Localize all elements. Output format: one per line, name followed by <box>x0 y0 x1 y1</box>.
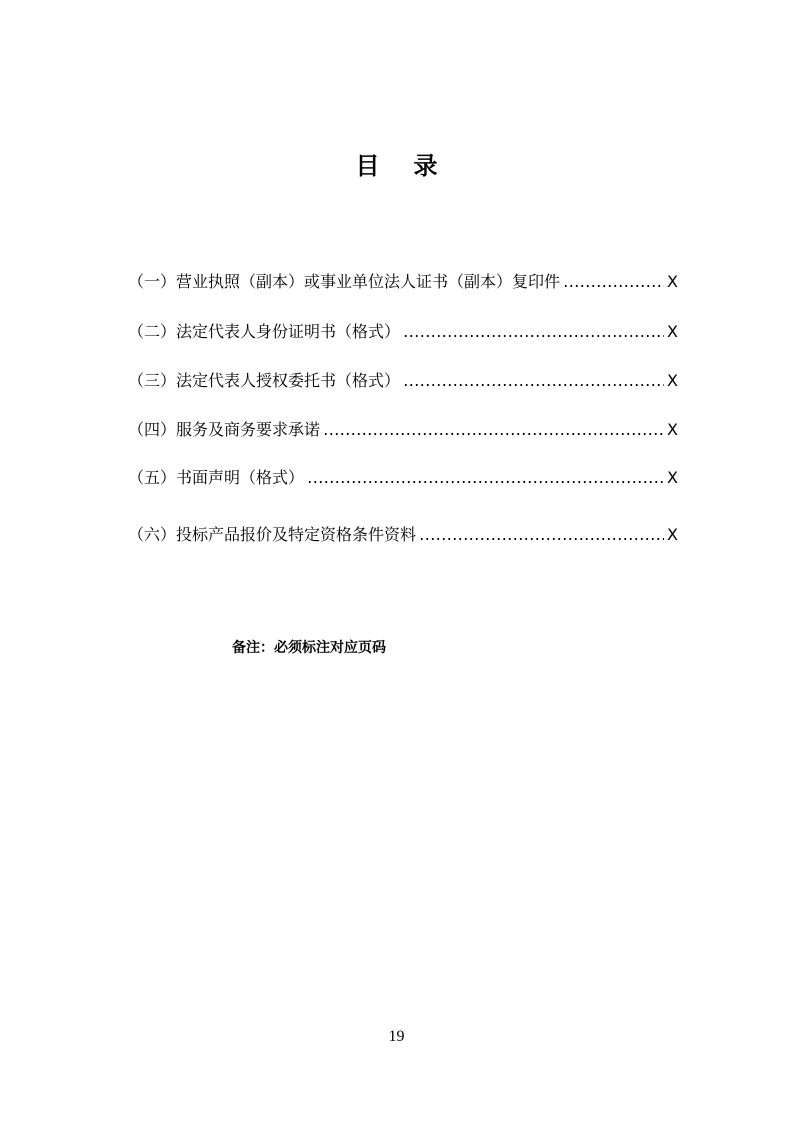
toc-entry-5[interactable] <box>128 466 678 490</box>
toc-leader-dots <box>323 433 664 435</box>
toc-entry-page: X <box>667 420 678 439</box>
toc-entry-label: （二）法定代表人身份证明书（格式） <box>128 322 401 341</box>
toc-entry-1[interactable] <box>128 270 678 294</box>
toc-entry-3[interactable] <box>128 369 678 393</box>
toc-entry-6[interactable] <box>128 523 678 547</box>
toc-entry-label: （一）营业执照（副本）或事业单位法人证书（副本）复印件 <box>128 272 561 291</box>
toc-leader-dots <box>403 384 664 386</box>
toc-entry-page: X <box>667 468 678 487</box>
toc-entry-label: （五）书面声明（格式） <box>128 468 305 487</box>
toc-entry-page: X <box>667 525 678 544</box>
toc-leader-dots <box>403 335 664 337</box>
toc-entry-label: （三）法定代表人授权委托书（格式） <box>128 371 401 390</box>
toc-entry-page: X <box>667 322 678 341</box>
toc-entry-4[interactable] <box>128 418 678 442</box>
page-number: 19 <box>388 1028 405 1045</box>
toc-leader-dots <box>307 481 664 483</box>
toc-entry-label: （六）投标产品报价及特定资格条件资料 <box>128 525 417 544</box>
toc-entry-label: （四）服务及商务要求承诺 <box>128 420 321 439</box>
toc-entry-page: X <box>667 272 678 291</box>
toc-entry-page: X <box>667 371 678 390</box>
toc-entry-2[interactable] <box>128 320 678 344</box>
toc-leader-dots <box>563 285 664 287</box>
toc-leader-dots <box>419 538 664 540</box>
page-title: 目录 <box>355 152 472 180</box>
remark-note: 备注：必须标注对应页码 <box>232 640 386 656</box>
